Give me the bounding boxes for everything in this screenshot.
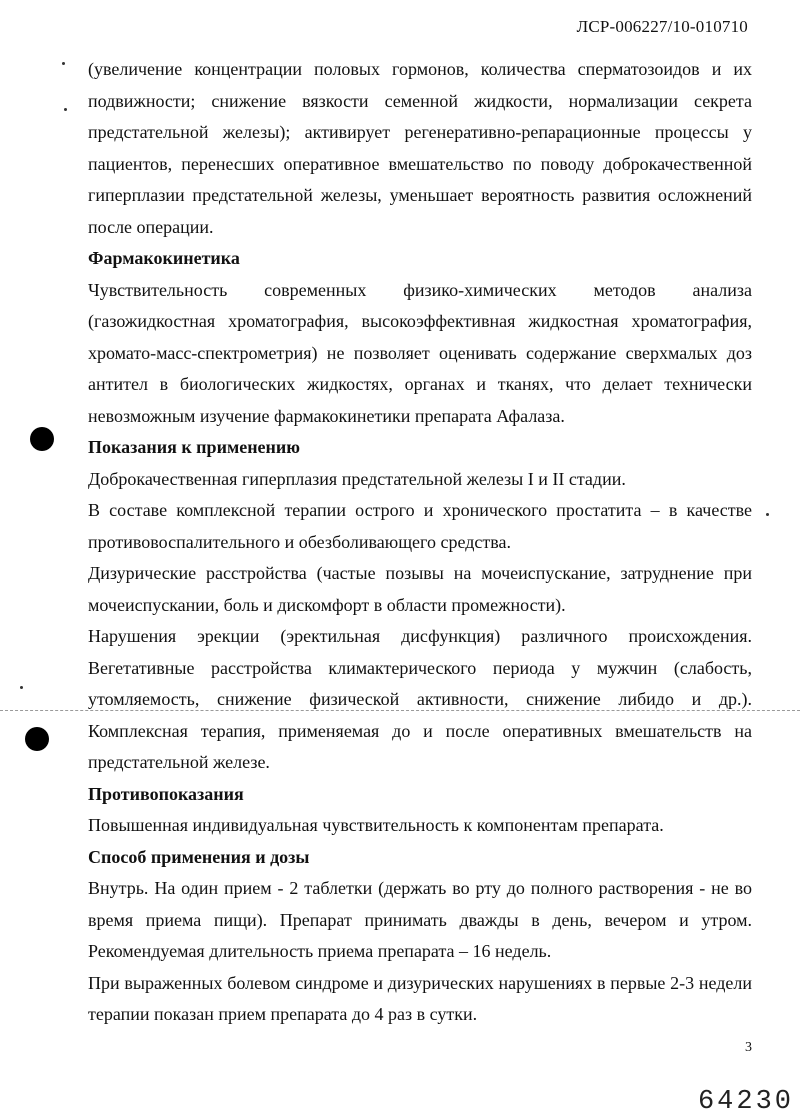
heading-contraindications: Противопоказания	[88, 783, 244, 804]
indication-item: Нарушения эрекции (эректильная дисфункция) различного происхождения.	[88, 626, 752, 646]
paragraph-dosage: При выраженных болевом синдроме и дизурических нарушениях в первые 2-3 недели терапии показан прием препарата до 4 раз в сутки.	[88, 972, 752, 1024]
scan-speck	[766, 513, 769, 516]
punch-hole	[30, 427, 54, 451]
document-body	[88, 54, 752, 1031]
indication-item: Дизурические расстройства (частые позывы на мочеиспускание, затруднение при мочеиспускании, боль и дискомфорт в области промежности).	[88, 563, 752, 615]
scan-speck	[64, 108, 67, 111]
document-id: ЛСР-006227/10-010710	[576, 17, 748, 36]
heading-dosage: Способ применения и дозы	[88, 846, 310, 867]
paragraph-pharmacokinetics: Чувствительность современных физико-химических методов анализа (газожидкостная хроматография, высокоэффективная жидкостная хроматография, хромато-масс-спектрометрия) не позволяет оценивать содержание сверхмалых доз антител в биологических жидкостях, органах и тканях, что делает технически невозможным изучение фармакокинетики препарата Афалаза.	[88, 279, 752, 426]
stamp-number: 64230	[697, 1087, 794, 1117]
paragraph-dosage: Внутрь. На один прием - 2 таблетки (держать во рту до полного растворения - не во время приема пищи). Препарат принимать дважды в день, вечером и утром. Рекомендуемая длительность приема препарата – 16 недель.	[88, 878, 752, 961]
contraindication-item: Повышенная индивидуальная чувствительность к компонентам препарата.	[88, 815, 664, 835]
scan-speck	[20, 686, 23, 689]
heading-pharmacokinetics: Фармакокинетика	[88, 248, 240, 268]
page-number: 3	[745, 1040, 752, 1055]
scan-speck	[62, 62, 65, 65]
punch-hole	[25, 727, 49, 751]
indication-item: Вегетативные расстройства климактерического периода у мужчин (слабость, утомляемость, снижение физической активности, снижение либидо и др.).	[88, 657, 752, 709]
indication-item: В составе комплексной терапии острого и хронического простатита – в качестве противовоспалительного и обезболивающего средства.	[88, 500, 752, 552]
indication-item: Комплексная терапия, применяемая до и после оперативных вмешательств на предстательной железе.	[88, 720, 752, 772]
heading-indications: Показания к применению	[88, 437, 301, 457]
indication-item: Доброкачественная гиперплазия предстательной железы I и II стадии.	[88, 468, 626, 489]
paragraph-intro: (увеличение концентрации половых гормонов, количества сперматозоидов и их подвижности; снижение вязкости семенной жидкости, нормализации секрета предстательной железы); активирует регенеративно-репарационные процессы у пациентов, перенесших оперативное вмешательство по поводу доброкачественной гиперплазии предстательной железы, уменьшает вероятность развития осложнений после операции.	[88, 59, 752, 237]
